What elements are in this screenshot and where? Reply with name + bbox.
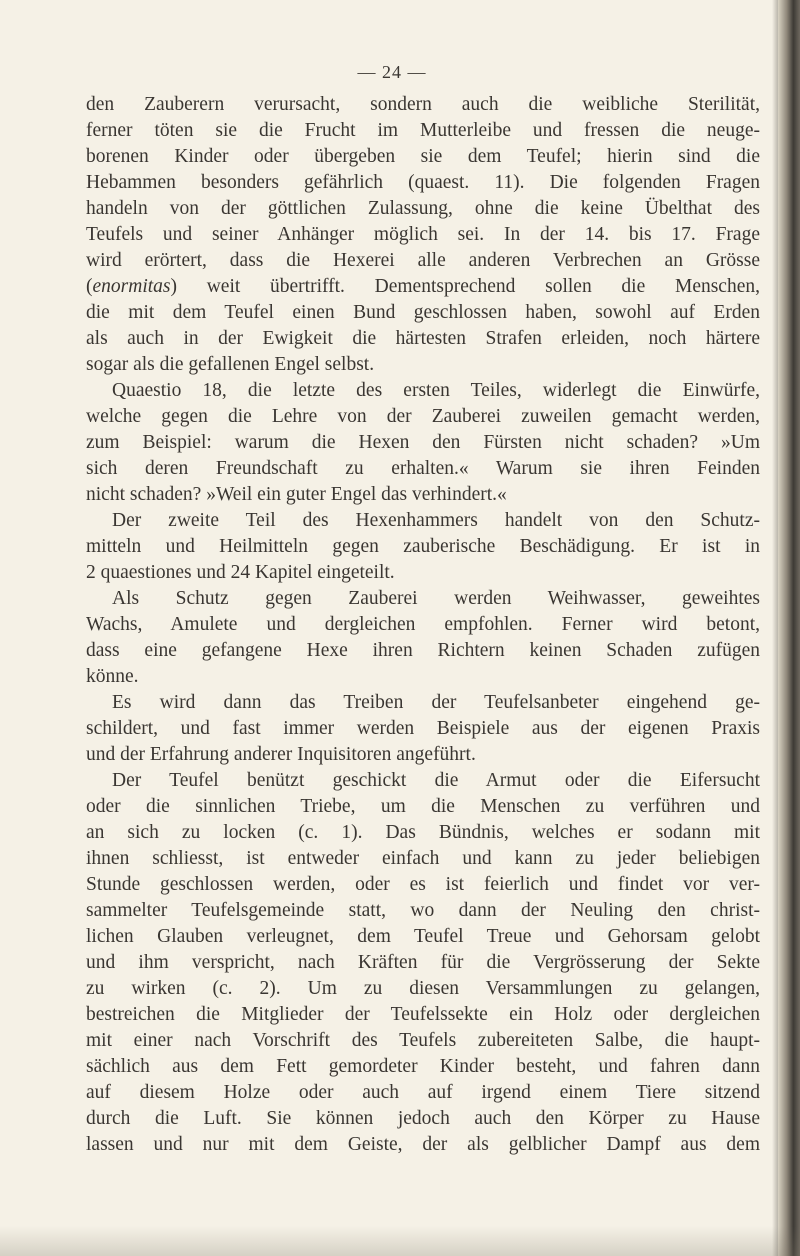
text-line: Es wird dann das Treiben der Teufelsanbeter eingehend ge- (112, 692, 760, 713)
page-bottom-shadow (0, 1226, 800, 1256)
text-line: lichen Glauben verleugnet, dem Teufel Treue und Gehorsam gelobt (86, 926, 760, 947)
text-line: an sich zu locken (c. 1). Das Bündnis, welches er sodann mit (86, 822, 760, 843)
text-line: zu wirken (c. 2). Um zu diesen Versammlungen zu gelangen, (86, 978, 760, 999)
body-text (86, 92, 760, 1158)
text-line: den Zauberern verursacht, sondern auch die weibliche Sterilität, (86, 94, 760, 115)
text-line: Wachs, Amulete und dergleichen empfohlen. Ferner wird betont, (86, 614, 760, 635)
latin-term: enormitas (92, 276, 171, 297)
text-line: sammelter Teufelsgemeinde statt, wo dann der Neuling den christ- (86, 900, 760, 921)
book-spine-edge (778, 0, 800, 1256)
text-line: handeln von der göttlichen Zulassung, ohne die keine Übelthat des (86, 198, 760, 219)
text-line: 2 quaestiones und 24 Kapitel eingeteilt. (86, 562, 395, 583)
text-line: bestreichen die Mitglieder der Teufelssekte ein Holz oder dergleichen (86, 1004, 760, 1025)
text-line: Teufels und seiner Anhänger möglich sei. In der 14. bis 17. Frage (86, 224, 760, 245)
text-line: mit einer nach Vorschrift des Teufels zubereiteten Salbe, die haupt- (86, 1030, 760, 1051)
text-line: oder die sinnlichen Triebe, um die Menschen zu verführen und (86, 796, 760, 817)
text-line: Der Teufel benützt geschickt die Armut oder die Eifersucht (112, 770, 760, 791)
text-line: auf diesem Holze oder auch auf irgend einem Tiere sitzend (86, 1082, 760, 1103)
text-line: die mit dem Teufel einen Bund geschlossen haben, sowohl auf Erden (86, 302, 760, 323)
text-line: sächlich aus dem Fett gemordeter Kinder besteht, und fahren dann (86, 1056, 760, 1077)
text-line: lassen und nur mit dem Geiste, der als gelblicher Dampf aus dem (86, 1134, 760, 1155)
page-number: — 24 — (357, 62, 427, 82)
text-line: durch die Luft. Sie können jedoch auch den Körper zu Hause (86, 1108, 760, 1129)
text-line: Quaestio 18, die letzte des ersten Teiles, widerlegt die Einwürfe, (112, 380, 760, 401)
text-line: dass eine gefangene Hexe ihren Richtern keinen Schaden zufügen (86, 640, 760, 661)
text-line: mitteln und Heilmitteln gegen zauberische Beschädigung. Er ist in (86, 536, 760, 557)
text-line: ihnen schliesst, ist entweder einfach und kann zu jeder beliebigen (86, 848, 760, 869)
text-line: schildert, und fast immer werden Beispiele aus der eigenen Praxis (86, 718, 760, 739)
text-line: könne. (86, 666, 139, 687)
text-line: Als Schutz gegen Zauberei werden Weihwasser, geweihtes (112, 588, 760, 609)
text-line: sogar als die gefallenen Engel selbst. (86, 354, 375, 375)
text-line: als auch in der Ewigkeit die härtesten Strafen erleiden, noch härtere (86, 328, 760, 349)
text-line: (enormitas) weit übertrifft. Dementsprechend sollen die Menschen, (86, 276, 760, 297)
text-line: ferner töten sie die Frucht im Mutterleibe und fressen die neuge- (86, 120, 760, 141)
text-line: Der zweite Teil des Hexenhammers handelt von den Schutz- (112, 510, 760, 531)
text-line: Hebammen besonders gefährlich (quaest. 11). Die folgenden Fragen (86, 172, 760, 193)
text-line: und ihm verspricht, nach Kräften für die Vergrösserung der Sekte (86, 952, 760, 973)
text-line: und der Erfahrung anderer Inquisitoren angeführt. (86, 744, 476, 765)
text-line: wird erörtert, dass die Hexerei alle anderen Verbrechen an Grösse (86, 250, 760, 271)
text-line: zum Beispiel: warum die Hexen den Fürsten nicht schaden? »Um (86, 432, 760, 453)
text-line: borenen Kinder oder übergeben sie dem Teufel; hierin sind die (86, 146, 760, 167)
text-line: Stunde geschlossen werden, oder es ist feierlich und findet vor ver- (86, 874, 760, 895)
text-line: sich deren Freundschaft zu erhalten.« Warum sie ihren Feinden (86, 458, 760, 479)
text-line: welche gegen die Lehre von der Zauberei zuweilen gemacht werden, (86, 406, 760, 427)
text-line: nicht schaden? »Weil ein guter Engel das verhindert.« (86, 484, 507, 505)
